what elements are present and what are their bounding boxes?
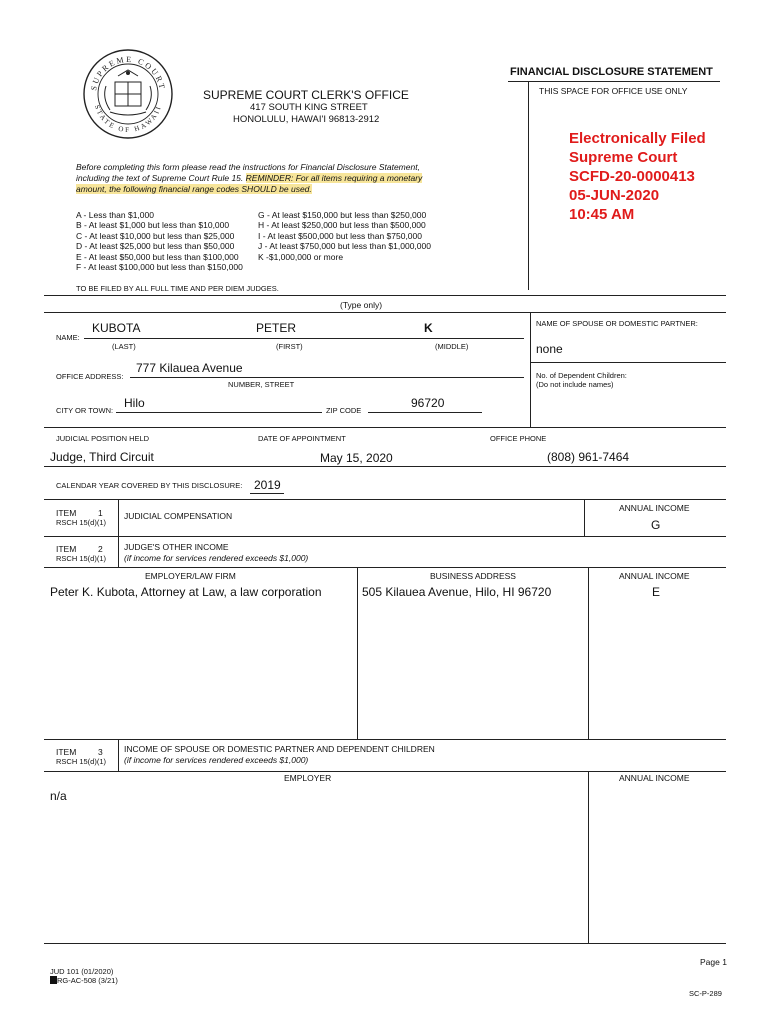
name-label: NAME: [56,333,80,342]
office-address-value: 777 Kilauea Avenue [136,361,243,375]
phone-value: (808) 961-7464 [547,450,630,464]
spouse-label: NAME OF SPOUSE OR DOMESTIC PARTNER: [536,319,698,328]
calendar-year: 2019 [254,478,281,492]
range-code-f: F - At least $100,000 but less than $150,000 [76,262,243,273]
item3-employer: n/a [50,789,67,803]
item1-title: JUDICIAL COMPENSATION [124,511,233,521]
zip-label: ZIP CODE [326,406,362,415]
position-top-rule [44,427,726,428]
instructions-line-2a: including the text of Supreme Court Rule 15. [76,173,244,183]
name-top-rule [44,312,726,313]
name-underline [84,338,524,339]
range-code-g: G - At least $150,000 but less than $250,000 [258,210,427,220]
header-rule [508,81,720,82]
appointment-label: DATE OF APPOINTMENT [258,434,346,443]
stamp-time: 10:45 AM [569,206,635,223]
instructions-line-3: amount, the following financial range codes SHOULD be used. [76,184,312,194]
item2-title: JUDGE'S OTHER INCOME [124,542,229,552]
spouse-value: none [536,342,563,356]
item2-employer: Peter K. Kubota, Attorney at Law, a law corporation [50,585,322,599]
seal-text-bottom: STATE OF HAWAII [92,103,164,135]
item3-subtitle: (if income for services rendered exceeds $1,000) [124,755,309,765]
item1-left-divider [118,499,119,536]
range-code-e: E - At least $50,000 but less than $100,000 [76,251,239,262]
item1-bottom-rule [44,536,726,537]
page-number: Page 1 [700,957,727,967]
address-sub-label: NUMBER, STREET [228,380,295,389]
item1-income-code: G [651,518,661,532]
city-label: CITY OR TOWN: [56,406,114,415]
zip-underline [368,412,482,413]
name-first-label: (FIRST) [276,342,303,351]
item3-income-divider [588,771,589,943]
item2-income-label: ANNUAL INCOME [619,571,690,581]
type-only-note: (Type only) [340,300,383,310]
name-middle-label: (MIDDLE) [435,342,469,351]
stamp-date: 05-JUN-2020 [569,187,660,204]
item3-rule: RSCH 15(d)(1) [56,757,107,766]
office-name: SUPREME COURT CLERK'S OFFICE [203,88,409,102]
range-code-c: C - At least $10,000 but less than $25,000 [76,230,235,241]
item2-employer-label: EMPLOYER/LAW FIRM [145,571,236,581]
address-underline [130,377,524,378]
item2-left-divider [118,536,119,567]
range-code-d: D - At least $25,000 but less than $50,000 [76,241,235,252]
zip-value: 96720 [411,396,445,410]
item1-top-rule [44,499,726,500]
range-code-a: A - Less than $1,000 [76,210,154,220]
item3-title: INCOME OF SPOUSE OR DOMESTIC PARTNER AND DEPENDENT CHILDREN [124,744,435,754]
dependents-note: (Do not include names) [536,380,614,389]
range-code-i: I - At least $500,000 but less than $750,000 [258,230,422,241]
city-value: Hilo [124,396,145,410]
name-last-label: (LAST) [112,342,136,351]
item2-rule: RSCH 15(d)(1) [56,554,107,563]
range-codes-left [76,210,243,272]
item2-number: 2 [98,544,103,554]
item2-income-divider [588,567,589,739]
spouse-rule [530,362,726,363]
office-use-border [528,81,529,290]
item1-number: 1 [98,508,103,518]
item2-business-address: 505 Kilauea Avenue, Hilo, HI 96720 [362,585,552,599]
position-bottom-rule [44,466,726,467]
form-top-rule [44,295,726,296]
item3-number: 3 [98,747,103,757]
appointment-value: May 15, 2020 [320,451,393,465]
item3-label: ITEM [56,747,77,757]
name-middle: K [424,321,433,335]
calendar-underline [250,493,284,494]
item2-income-code: E [652,585,661,599]
item2-header-rule [44,567,726,568]
stamp-line-1: Electronically Filed [569,130,706,147]
item2-label: ITEM [56,544,77,554]
item1-label: ITEM [56,508,77,518]
filed-by-note: TO BE FILED BY ALL FULL TIME AND PER DIEM JUDGES. [76,284,279,293]
name-last: KUBOTA [92,321,141,335]
position-value: Judge, Third Circuit [50,450,154,464]
range-code-k: K -$1,000,000 or more [258,251,344,262]
instructions-line-1: Before completing this form please read the instructions for Financial Disclosure Statement, [76,162,420,172]
form-code: SC-P-289 [689,989,722,998]
stamp-case-number: SCFD-20-0000413 [569,168,695,185]
range-codes-right [258,210,431,262]
supreme-court-seal [82,48,174,140]
office-street: 417 SOUTH KING STREET [250,102,368,113]
item3-income-label: ANNUAL INCOME [619,773,690,783]
city-underline [116,412,322,413]
name-first: PETER [256,321,297,335]
form-number: JUD 101 (01/2020) [50,967,114,976]
range-code-h: H - At least $250,000 but less than $500,000 [258,220,426,231]
office-city: HONOLULU, HAWAI'I 96813-2912 [233,114,380,125]
form-number-2-text: RG-AC-508 (3/21) [57,976,118,985]
calendar-label: CALENDAR YEAR COVERED BY THIS DISCLOSURE: [56,481,243,490]
redaction-mark [50,976,57,984]
item1-rule: RSCH 15(d)(1) [56,518,107,527]
seal-text-top: SUPREME COURT [89,54,167,92]
instructions-reminder: REMINDER: For all items requiring a monetary [245,173,423,183]
item3-employer-label: EMPLOYER [284,773,332,783]
dependents-label: No. of Dependent Children: [536,371,627,380]
form-title: FINANCIAL DISCLOSURE STATEMENT [510,66,713,78]
office-address-label: OFFICE ADDRESS: [56,372,124,381]
form-bottom-rule [44,943,726,944]
range-code-j: J - At least $750,000 but less than $1,000,000 [258,241,431,252]
item2-subtitle: (if income for services rendered exceeds $1,000) [124,553,309,563]
item1-income-divider [584,499,585,536]
position-label: JUDICIAL POSITION HELD [56,434,150,443]
item1-income-label: ANNUAL INCOME [619,503,690,513]
form-number-2 [50,976,118,985]
range-code-b: B - At least $1,000 but less than $10,000 [76,220,230,231]
spouse-divider [530,312,531,427]
phone-label: OFFICE PHONE [490,434,547,443]
item2-address-label: BUSINESS ADDRESS [430,571,516,581]
stamp-line-2: Supreme Court [569,149,678,166]
item2-bottom-rule [44,739,726,740]
svg-text:STATE OF HAWAII [93,104,163,134]
item2-employer-divider [357,567,358,739]
office-use-label: THIS SPACE FOR OFFICE USE ONLY [539,86,688,96]
item3-left-divider [118,739,119,771]
instructions-line-2 [76,173,422,183]
item3-header-rule [44,771,726,772]
